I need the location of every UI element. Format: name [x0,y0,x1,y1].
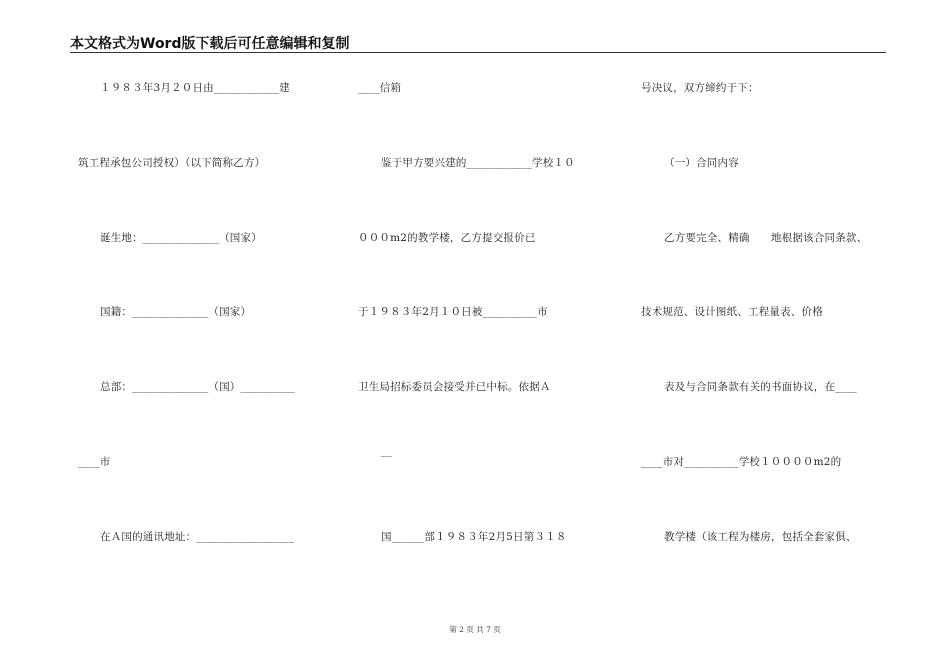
col1-line-3: 诞生地：______________（国家） [100,232,262,244]
col3-line-7: 教学楼（该工程为楼房，包括全套家俱、 [664,531,857,543]
col2-line-3: ０００m2的教学楼，乙方提交报价已 [358,232,536,244]
page-number-footer: 第 2 页 共 7 页 [449,625,501,634]
col2-line-7: 国______部１９８３年2月5日第３１８ [381,531,567,543]
col3-line-3: 乙方要完全、精确 地根据该合同条款、 [664,232,868,244]
col1-line-6: ____市 [78,456,111,468]
col1-line-7: 在Ａ国的通讯地址：__________________ [100,531,295,543]
col2-line-2: 鉴于甲方要兴建的____________学校１０ [381,157,575,169]
col3-line-1: 号决议，双方缔约于下： [641,82,759,94]
col2-line-6: __ [381,445,392,457]
col1-line-1: １９８３年3月２０日由____________建 [100,82,290,94]
col1-line-5: 总部：______________（国）__________ [100,381,295,393]
col3-line-5: 表及与合同条款有关的书面协议，在____ [664,381,857,393]
header-divider [70,52,886,53]
col3-line-2: （一）合同内容 [664,157,739,169]
col3-line-4: 技术规范、设计图纸、工程量表、价格 [641,306,823,318]
col2-line-4: 于１９８３年2月１０日被__________市 [358,306,548,318]
col3-line-6: ____市对__________学校１００００m2的 [641,456,842,468]
col2-line-1: ____信箱 [358,82,402,94]
document-header-title: 本文格式为Word版下载后可任意编辑和复制 [70,36,350,52]
col1-line-4: 国籍：______________（国家） [100,306,252,318]
col1-line-2: 筑工程承包公司授权）（以下简称乙方） [78,157,266,169]
col2-line-5: 卫生局招标委员会接受并已中标。依据Ａ [358,381,551,393]
